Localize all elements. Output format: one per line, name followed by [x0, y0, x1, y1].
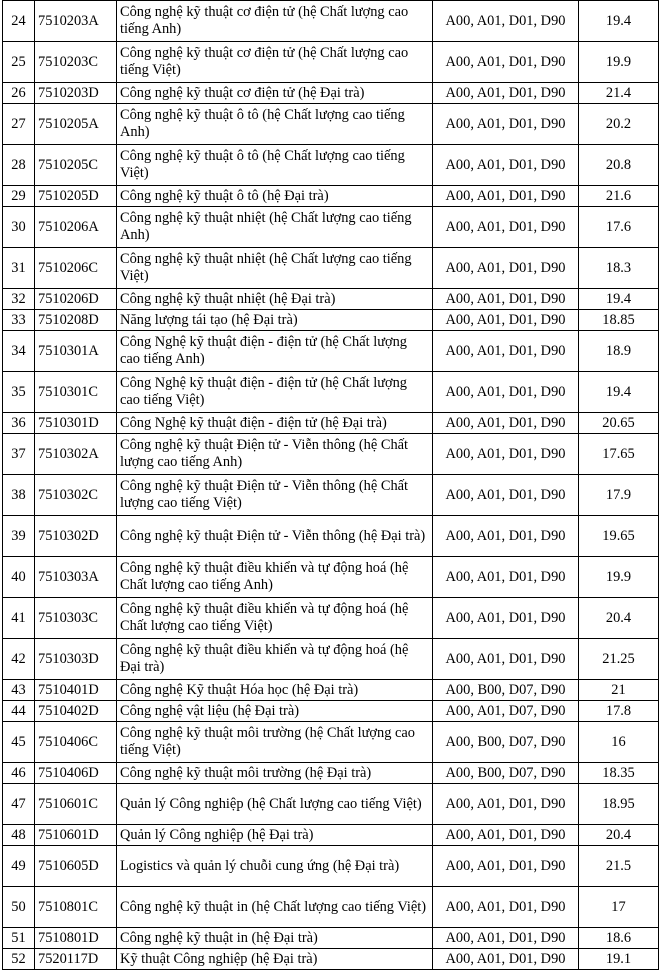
major-name: Quản lý Công nghiệp (hệ Đại trà): [117, 825, 433, 846]
admission-score: 21.4: [579, 83, 659, 104]
table-body: [3, 1, 659, 970]
row-number: 25: [3, 42, 35, 83]
subject-combinations: A00, A01, D01, D90: [433, 928, 579, 949]
major-code: 7510302C: [35, 475, 117, 516]
admission-score: 21.6: [579, 186, 659, 207]
row-number: 30: [3, 207, 35, 248]
subject-combinations: A00, A01, D01, D90: [433, 83, 579, 104]
row-number: 39: [3, 516, 35, 557]
row-number: 28: [3, 145, 35, 186]
major-name: Công nghệ kỹ thuật điều khiển và tự động hoá (hệ Đại trà): [117, 639, 433, 680]
subject-combinations: A00, A01, D01, D90: [433, 598, 579, 639]
table-row: [3, 887, 659, 928]
table-row: [3, 598, 659, 639]
admission-score: 17.8: [579, 701, 659, 722]
major-code: 7510205C: [35, 145, 117, 186]
admission-score: 20.4: [579, 825, 659, 846]
subject-combinations: A00, A01, D01, D90: [433, 846, 579, 887]
row-number: 32: [3, 289, 35, 310]
table-row: [3, 413, 659, 434]
admission-score: 20.2: [579, 104, 659, 145]
admission-score: 19.4: [579, 289, 659, 310]
subject-combinations: A00, A01, D01, D90: [433, 639, 579, 680]
table-row: [3, 825, 659, 846]
row-number: 40: [3, 557, 35, 598]
major-name: Công Nghệ kỹ thuật điện - điện tử (hệ Chất lượng cao tiếng Việt): [117, 372, 433, 413]
subject-combinations: A00, A01, D01, D90: [433, 516, 579, 557]
table-row: [3, 701, 659, 722]
major-name: Công nghệ kỹ thuật nhiệt (hệ Đại trà): [117, 289, 433, 310]
major-code: 7510302A: [35, 434, 117, 475]
admission-score: 19.9: [579, 42, 659, 83]
major-code: 7510301D: [35, 413, 117, 434]
row-number: 24: [3, 1, 35, 42]
table-row: [3, 310, 659, 331]
table-row: [3, 639, 659, 680]
table-row: [3, 42, 659, 83]
major-code: 7510303D: [35, 639, 117, 680]
major-code: 7510206C: [35, 248, 117, 289]
major-code: 7510303C: [35, 598, 117, 639]
subject-combinations: A00, A01, D01, D90: [433, 949, 579, 970]
admission-score: 17: [579, 887, 659, 928]
major-code: 7510406C: [35, 722, 117, 763]
admission-score: 19.65: [579, 516, 659, 557]
major-name: Công Nghệ kỹ thuật điện - điện tử (hệ Đại trà): [117, 413, 433, 434]
subject-combinations: A00, A01, D01, D90: [433, 475, 579, 516]
major-name: Năng lượng tái tạo (hệ Đại trà): [117, 310, 433, 331]
subject-combinations: A00, B00, D07, D90: [433, 680, 579, 701]
row-number: 44: [3, 701, 35, 722]
subject-combinations: A00, A01, D01, D90: [433, 413, 579, 434]
major-code: 7510601D: [35, 825, 117, 846]
admission-score: 17.9: [579, 475, 659, 516]
admission-score: 18.3: [579, 248, 659, 289]
major-name: Công nghệ kỹ thuật cơ điện tử (hệ Đại trà): [117, 83, 433, 104]
subject-combinations: A00, A01, D01, D90: [433, 248, 579, 289]
subject-combinations: A00, A01, D01, D90: [433, 887, 579, 928]
admission-score: 18.9: [579, 331, 659, 372]
row-number: 34: [3, 331, 35, 372]
table-row: [3, 1, 659, 42]
subject-combinations: A00, A01, D01, D90: [433, 145, 579, 186]
admission-score: 19.1: [579, 949, 659, 970]
subject-combinations: A00, A01, D01, D90: [433, 104, 579, 145]
subject-combinations: A00, A01, D01, D90: [433, 207, 579, 248]
admission-score: 21: [579, 680, 659, 701]
table-row: [3, 846, 659, 887]
major-code: 7510302D: [35, 516, 117, 557]
subject-combinations: A00, A01, D01, D90: [433, 372, 579, 413]
major-name: Quản lý Công nghiệp (hệ Chất lượng cao tiếng Việt): [117, 784, 433, 825]
table-row: [3, 289, 659, 310]
major-name: Công nghệ kỹ thuật điều khiển và tự động hoá (hệ Chất lượng cao tiếng Việt): [117, 598, 433, 639]
table-row: [3, 83, 659, 104]
table-row: [3, 784, 659, 825]
subject-combinations: A00, A01, D01, D90: [433, 42, 579, 83]
row-number: 52: [3, 949, 35, 970]
row-number: 33: [3, 310, 35, 331]
major-name: Công nghệ kỹ thuật Điện tử - Viễn thông (hệ Đại trà): [117, 516, 433, 557]
major-name: Công nghệ kỹ thuật nhiệt (hệ Chất lượng cao tiếng Việt): [117, 248, 433, 289]
admission-score: 20.8: [579, 145, 659, 186]
admission-score: 17.65: [579, 434, 659, 475]
major-code: 7510301A: [35, 331, 117, 372]
major-code: 7510601C: [35, 784, 117, 825]
table-row: [3, 680, 659, 701]
major-code: 7510402D: [35, 701, 117, 722]
row-number: 36: [3, 413, 35, 434]
admission-score: 19.9: [579, 557, 659, 598]
major-code: 7510605D: [35, 846, 117, 887]
major-name: Công nghệ kỹ thuật cơ điện tử (hệ Chất lượng cao tiếng Việt): [117, 42, 433, 83]
major-name: Công nghệ kỹ thuật Điện tử - Viễn thông (hệ Chất lượng cao tiếng Anh): [117, 434, 433, 475]
row-number: 49: [3, 846, 35, 887]
row-number: 48: [3, 825, 35, 846]
admission-score: 19.4: [579, 1, 659, 42]
row-number: 26: [3, 83, 35, 104]
row-number: 46: [3, 763, 35, 784]
row-number: 45: [3, 722, 35, 763]
subject-combinations: A00, A01, D01, D90: [433, 1, 579, 42]
row-number: 38: [3, 475, 35, 516]
admission-scores-table: [2, 0, 659, 970]
table-row: [3, 434, 659, 475]
major-code: 7510406D: [35, 763, 117, 784]
table-row: [3, 372, 659, 413]
row-number: 50: [3, 887, 35, 928]
major-code: 7510208D: [35, 310, 117, 331]
major-code: 7510301C: [35, 372, 117, 413]
major-name: Công nghệ kỹ thuật ô tô (hệ Đại trà): [117, 186, 433, 207]
row-number: 43: [3, 680, 35, 701]
row-number: 35: [3, 372, 35, 413]
row-number: 47: [3, 784, 35, 825]
major-name: Công nghệ Kỹ thuật Hóa học (hệ Đại trà): [117, 680, 433, 701]
row-number: 41: [3, 598, 35, 639]
table-row: [3, 207, 659, 248]
table-row: [3, 104, 659, 145]
major-name: Công nghệ kỹ thuật ô tô (hệ Chất lượng cao tiếng Việt): [117, 145, 433, 186]
subject-combinations: A00, A01, D01, D90: [433, 434, 579, 475]
major-name: Công nghệ kỹ thuật môi trường (hệ Chất lượng cao tiếng Việt): [117, 722, 433, 763]
major-code: 7510801C: [35, 887, 117, 928]
major-name: Công nghệ kỹ thuật điều khiển và tự động hoá (hệ Chất lượng cao tiếng Anh): [117, 557, 433, 598]
admission-score: 18.35: [579, 763, 659, 784]
admission-score: 21.25: [579, 639, 659, 680]
admission-score: 20.4: [579, 598, 659, 639]
subject-combinations: A00, A01, D01, D90: [433, 310, 579, 331]
major-name: Công nghệ kỹ thuật môi trường (hệ Đại trà): [117, 763, 433, 784]
subject-combinations: A00, A01, D01, D90: [433, 825, 579, 846]
row-number: 31: [3, 248, 35, 289]
major-code: 7510205D: [35, 186, 117, 207]
admission-score: 21.5: [579, 846, 659, 887]
admission-score: 20.65: [579, 413, 659, 434]
major-code: 7510206A: [35, 207, 117, 248]
subject-combinations: A00, A01, D01, D90: [433, 289, 579, 310]
major-name: Công nghệ vật liệu (hệ Đại trà): [117, 701, 433, 722]
admission-score: 18.85: [579, 310, 659, 331]
admission-score: 19.4: [579, 372, 659, 413]
subject-combinations: A00, A01, D07, D90: [433, 701, 579, 722]
major-name: Công nghệ kỹ thuật Điện tử - Viễn thông (hệ Chất lượng cao tiếng Việt): [117, 475, 433, 516]
admission-score: 16: [579, 722, 659, 763]
major-name: Công nghệ kỹ thuật in (hệ Chất lượng cao tiếng Việt): [117, 887, 433, 928]
table-row: [3, 722, 659, 763]
major-code: 7510203A: [35, 1, 117, 42]
major-code: 7510206D: [35, 289, 117, 310]
subject-combinations: A00, B00, D07, D90: [433, 722, 579, 763]
row-number: 51: [3, 928, 35, 949]
major-name: Công nghệ kỹ thuật in (hệ Đại trà): [117, 928, 433, 949]
table-row: [3, 763, 659, 784]
table-row: [3, 949, 659, 970]
row-number: 27: [3, 104, 35, 145]
major-name: Logistics và quản lý chuỗi cung ứng (hệ Đại trà): [117, 846, 433, 887]
table-row: [3, 516, 659, 557]
major-name: Công nghệ kỹ thuật ô tô (hệ Chất lượng cao tiếng Anh): [117, 104, 433, 145]
subject-combinations: A00, B00, D07, D90: [433, 763, 579, 784]
admission-score: 18.95: [579, 784, 659, 825]
table-row: [3, 928, 659, 949]
row-number: 37: [3, 434, 35, 475]
row-number: 29: [3, 186, 35, 207]
table-row: [3, 331, 659, 372]
subject-combinations: A00, A01, D01, D90: [433, 331, 579, 372]
subject-combinations: A00, A01, D01, D90: [433, 557, 579, 598]
table-row: [3, 186, 659, 207]
subject-combinations: A00, A01, D01, D90: [433, 784, 579, 825]
admission-score: 17.6: [579, 207, 659, 248]
major-code: 7510303A: [35, 557, 117, 598]
major-code: 7510801D: [35, 928, 117, 949]
major-code: 7510401D: [35, 680, 117, 701]
major-name: Kỹ thuật Công nghiệp (hệ Đại trà): [117, 949, 433, 970]
table-row: [3, 248, 659, 289]
major-name: Công nghệ kỹ thuật nhiệt (hệ Chất lượng cao tiếng Anh): [117, 207, 433, 248]
subject-combinations: A00, A01, D01, D90: [433, 186, 579, 207]
major-name: Công nghệ kỹ thuật cơ điện tử (hệ Chất lượng cao tiếng Anh): [117, 1, 433, 42]
major-code: 7510205A: [35, 104, 117, 145]
table-row: [3, 475, 659, 516]
major-code: 7510203D: [35, 83, 117, 104]
row-number: 42: [3, 639, 35, 680]
admission-score: 18.6: [579, 928, 659, 949]
major-code: 7520117D: [35, 949, 117, 970]
table-row: [3, 145, 659, 186]
major-code: 7510203C: [35, 42, 117, 83]
major-name: Công Nghệ kỹ thuật điện - điện tử (hệ Chất lượng cao tiếng Anh): [117, 331, 433, 372]
table-row: [3, 557, 659, 598]
